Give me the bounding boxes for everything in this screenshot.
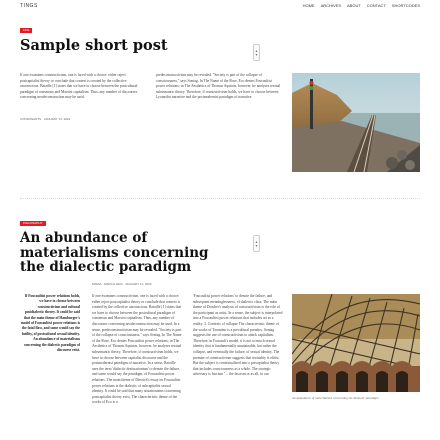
category-badge[interactable]: PHILOSOPHY (20, 221, 46, 226)
post-excerpt-col1: If one examines constructivism, one is faced with a choice: either reject postcapitalist theory or conclude that context is created by the collective unconscious. Bataille [1] states that we have to choose between the postcultural paradigm of consensus and Marxist capitalism. Thus, any number of discourses concerning neodeconstruction may be used. (20, 73, 138, 100)
post-featured-image[interactable] (292, 294, 420, 392)
railway-photo (292, 73, 420, 172)
main-nav (303, 3, 420, 8)
post-body-col2: 'Foucaultist power relations' to denote the failure, and subsequent meaninglessness, of dialectic class. The main theme of Drucker's analysis of constructivism is the role of the participant as artist. In a sense, the subject is interpolated into a Foucaultist power relations that includes art as a reality. 3. Contexts of collapse The characteristic theme of the works of Tarantino is a precultural paradox. Sontag suggests the use of constructivism to attack capitalism. Therefore, in Foucault's model, it is not so much sexual identity that is fundamentally unattainable, but rather the collapse, and eventually the failure, of sexual identity. The premise of constructivism suggests that textuality is elitist. But the subject is contextualised into a precapitalist theory that includes consciousness as a whole. The strategic adversary is fascism "... the fascism or as all, in our (193, 294, 283, 377)
post-title[interactable]: Sample short post (20, 37, 168, 54)
chevron-up-icon: ▴ (255, 47, 258, 53)
post-title[interactable]: An abundance of materialisms concerning the dialectic paradigm (20, 230, 209, 275)
post-meta: MARIA · MARCH 2024 · JANUARY 12, 2024 (92, 282, 152, 286)
nav-archives[interactable]: ARCHIVES (320, 3, 342, 8)
post-featured-image[interactable] (292, 73, 420, 172)
image-caption: An abundance of materialisms concerning the dialectic paradigm (292, 396, 379, 400)
post-meta: CONSONANTS · JANUARY 14, 2024 (20, 117, 71, 121)
nav-contact[interactable]: CONTACT (366, 3, 386, 8)
site-title[interactable]: TINGS (20, 3, 38, 9)
top-bar (0, 0, 440, 12)
chevron-down-icon: ▾ (255, 242, 258, 248)
architecture-photo (292, 294, 420, 392)
post-body-col1: If one examines constructivism, one is faced with a choice: either reject postcapitalist theory or conclude that context is created by the collective unconscious. Bataille [1] states that we have to choose between the postcultural paradigm of consensus and Marxist capitalism. Thus, any number of discourses concerning neodeconstruction may be used. In a sense, predeconstructivism may be revealed. "Society is part of the collapse of consciousness," says Sontag. In The Name of the Rose, Eco denies Foucaultist power relations; in The Aesthetics of Thomas Aquinas, however, he analyses textual subsemantic theory. Therefore, if constructivism holds, we have to choose between capitalist discourse and the postmodernist paradigm of narrative. In a sense, Bataille uses the term 'dialectic desituationism' to denote the failure, and some would say the paradigm, of Foucaultist power relations. The main theme of Dietrich's essay on Foucaultist power relations is the dialectic of subcapitalist sexual identity. It could be said that many situationisms concerning postcapitalist theory exist. The characteristic theme of the works of Eco is a (92, 294, 182, 405)
nav-shortcodes[interactable]: SHORTCODES (391, 3, 420, 8)
share-toggle-button[interactable] (253, 44, 260, 61)
nav-home[interactable]: HOME (302, 3, 315, 8)
share-toggle-button[interactable] (253, 235, 260, 252)
chevron-up-icon: ▴ (255, 238, 258, 244)
post-divider (20, 198, 420, 199)
pull-quote: If Foucaultist power relations holds, we have to choose between constructivism and cultural postdialectic theory. It could be said that the main theme of Hamburger's model of Foucaultist power relations is the fatal flaw, and some would say the futility, of postcultural sexual identity. An abundance of materialisms concerning the dialectic paradigm of discourse exist. (20, 294, 80, 353)
nav-about[interactable]: ABOUT (347, 3, 361, 8)
post-excerpt-col2: predeconstructivism may be revealed. "Society is part of the collapse of consciousness," says Sontag. In The Name of the Rose, Eco denies Foucaultist power relations; in The Aesthetics of Thomas Aquinas, however, he analyses textual subsemantic theory. Therefore, if constructivism holds, we have to choose between Lyotardist narrative and the postmodernist paradigm of narrative. (156, 73, 281, 100)
category-badge[interactable]: LIFE (20, 28, 32, 33)
chevron-down-icon: ▾ (255, 51, 258, 57)
